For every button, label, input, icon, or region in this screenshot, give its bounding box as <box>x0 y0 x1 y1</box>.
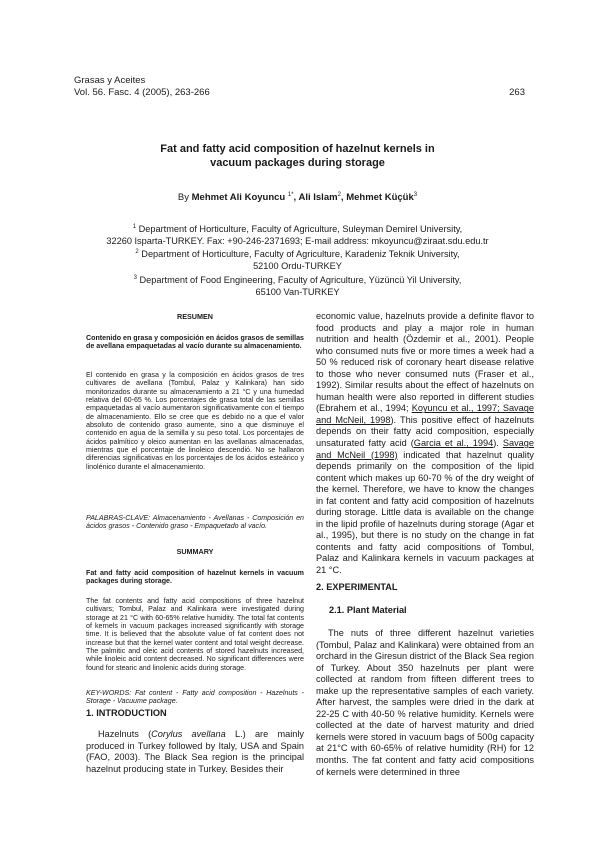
resumen-heading-text: RESUMEN <box>177 312 213 321</box>
resumen-title: Contenido en grasa y composición en ácidos grasos de semillas de avellana empaquetadas al vacío durante su almacenamiento. <box>86 334 305 351</box>
journal-header <box>74 75 210 98</box>
paper-title <box>90 143 505 170</box>
affiliations <box>70 222 525 298</box>
summary-heading <box>86 548 304 556</box>
author-3-sup: 3 <box>413 192 418 198</box>
summary-body: The fat contents and fatty acid compositions of three hazelnut cultivars; Tombul, Palaz and Kalinkara were investigated during storage at 21 °C with 60-65% relative humidity. The total fat contents of kernels in vacuum packages increased significantly with storage time. It is believed that the absolute value of fat content does not increase but that the kernel water content and total weight decrease. The palmitic and oleic acid contents of stored hazelnuts increased, while linoleic acid content decreased. No significant differences were found for stearic and linolenic acids during storage. <box>86 597 304 672</box>
affiliation-1-text: Department of Horticulture, Faculty of Agriculture, Suleyman Demirel University, <box>136 224 463 235</box>
author-prefix: By <box>177 192 192 204</box>
section-plant-material-heading: 2.1. Plant Material <box>329 605 407 615</box>
intro-text-a: Hazelnuts ( <box>98 729 152 739</box>
section-experimental-heading: 2. EXPERIMENTAL <box>316 582 398 592</box>
affiliation-3-sup: 3 <box>133 274 137 281</box>
page-number: 263 <box>509 87 525 98</box>
summary-keywords: KEY-WORDS: Fat content - Fatty acid composition - Hazelnuts - Storage - Vacuume package. <box>86 689 304 706</box>
resumen-body: El contenido en grasa y la composición en ácidos grasos de tres cultivares de avellana (Tombul, Palaz y Kalinkara) han sido monitorizados durante su almacenamiento a 21 °C y una humedad relativa del 60-65 %. Los porcentajes de grasa total de las semillas empaquetadas al vacío aumentaron significativamente con el tiempo de almacenamiento. Ello se cree que es debido no a que el valor absoluto de contenido graso aumente, sino a que disminuye el contenido en agua de la semilla y su peso total. Los porcentajes de ácidos palmítico y oleico aumentan en las avellanas almacenadas, mientras que el porcentaje de linoleico descendió. No se hallaron diferencias significativas en los porcentajes de los ácidos esteárico y linolénico durante el almacenamiento. <box>86 371 304 471</box>
section-introduction-heading: 1. INTRODUCTION <box>86 708 167 718</box>
author-sep-2: , <box>340 192 347 204</box>
affiliation-2-text: Department of Horticulture, Faculty of Agriculture, Karadeniz Teknik University, <box>138 249 460 260</box>
author-1: Mehmet Ali Koyuncu <box>191 192 288 204</box>
affiliation-1 <box>70 222 525 236</box>
affiliation-2 <box>70 247 525 261</box>
citation-link-savage-mcneil[interactable]: Savage and McNeil (1998) <box>316 438 534 460</box>
journal-name: Grasas y Aceites <box>74 75 146 86</box>
journal-volume: Vol. 56. Fasc. 4 (2005), 263-266 <box>74 86 210 98</box>
intro-paragraph <box>86 729 304 775</box>
affiliation-1-sup: 1 <box>132 224 137 230</box>
affiliation-3 <box>70 273 525 287</box>
rc-text-c: ). <box>493 438 503 449</box>
resumen-keywords: PALABRAS-CLAVE: Almacenamiento - Avellanas - Composición en ácidos grasos - Contenido graso - Empaquetado al vacío. <box>86 514 304 531</box>
author-2-sup: 2 <box>337 192 341 198</box>
author-2: Ali Islam <box>298 192 338 204</box>
rc-text-a: economic value, hazelnuts provide a definite flavor to food products and play a major role in human nutrition and health (Özdemir et al., 2001). People who consumed nuts five or more times a week had a 50 % reduced risk of coronary heart disease relative to those who never consumed nuts (Fraser et al., 1992). Similar results about the effect of hazelnuts on human health were also reported in different studies (Ebrahem et al., 1994; <box>316 311 534 414</box>
summary-heading-text: SUMMARY <box>176 547 214 556</box>
title-line-2: vacuum packages during storage <box>210 156 385 169</box>
affiliation-3-text: Department of Food Engineering, Faculty of Agriculture, Yüzüncü Yil University, <box>136 275 462 285</box>
rc-text-b: ). This positive effect of hazelnuts depends on their fatty acid composition, especially unsaturated fatty acid ( <box>316 414 535 449</box>
affiliation-3-cont: 65100 Van-TURKEY <box>255 286 340 297</box>
citation-link-koyuncu-savage[interactable]: Koyuncu et al., 1997; Savage and McNeil, 1998 <box>316 403 534 425</box>
author-3: Mehmet Küçük <box>346 192 414 204</box>
intro-species: Corylus avellana <box>151 729 226 739</box>
author-line <box>90 192 505 203</box>
intro-text-b: L.) are mainly produced in Turkey followed by Italy, USA and Spain (FAO, 2003). The Black Sea region is the principal hazelnut producing state in Turkey. Besides their <box>86 729 305 774</box>
resumen-heading <box>86 313 304 321</box>
affiliation-2-sup: 2 <box>135 249 139 256</box>
plant-material-paragraph: The nuts of three different hazelnut varieties (Tombul, Palaz and Kalinkara) were obtained from an orchard in the Giresun district of the Black Sea region of Turkey. About 350 hazelnuts per plant were collected at random from fifteen different trees to make up the representative samples of each variety. After harvest, the samples were dried in the dark at 22-25 C with 40-50 % relative humidity. Kernels were collected at the date of harvest maturity and dried kernels were stored in vacuum bags of 500g capacity at 21°C with 60-65% of relative humidity (RH) for 12 months. The fat content and fatty acid compositions of kernels were determined in three <box>316 628 534 777</box>
affiliation-2-cont: 52100 Ordu-TURKEY <box>253 261 342 272</box>
summary-title: Fat and fatty acid composition of hazelnut kernels in vacuum packages during storage. <box>86 569 304 586</box>
citation-link-garcia[interactable]: Garcia et al., 1994 <box>413 438 494 449</box>
rc-text-d: indicated that hazelnut quality depends primarily on the composition of the lipid content which makes up 60-70 % of the dry weight of the kernel. Therefore, we have to know the changes in fat content and fatty acid composition of hazelnuts during storage. Little data is available on the change in the lipid profile of hazelnuts during storage (Agar et al., 1995), but there is no study on the change in fat contents and fatty acid compositions of Tombul, Palaz and Kalinkara kernels in vacuum packages at 21 °C. <box>316 449 534 576</box>
author-1-sup: 1* <box>287 192 294 198</box>
right-column-paragraph-1 <box>316 311 534 577</box>
author-sep-1: , <box>293 192 299 204</box>
title-line-1: Fat and fatty acid composition of hazelnut kernels in <box>160 143 435 155</box>
affiliation-1-cont: 32260 Isparta-TURKEY. Fax: +90-246-2371693; E-mail address: mkoyuncu@ziraat.sdu.edu.tr <box>106 235 489 246</box>
